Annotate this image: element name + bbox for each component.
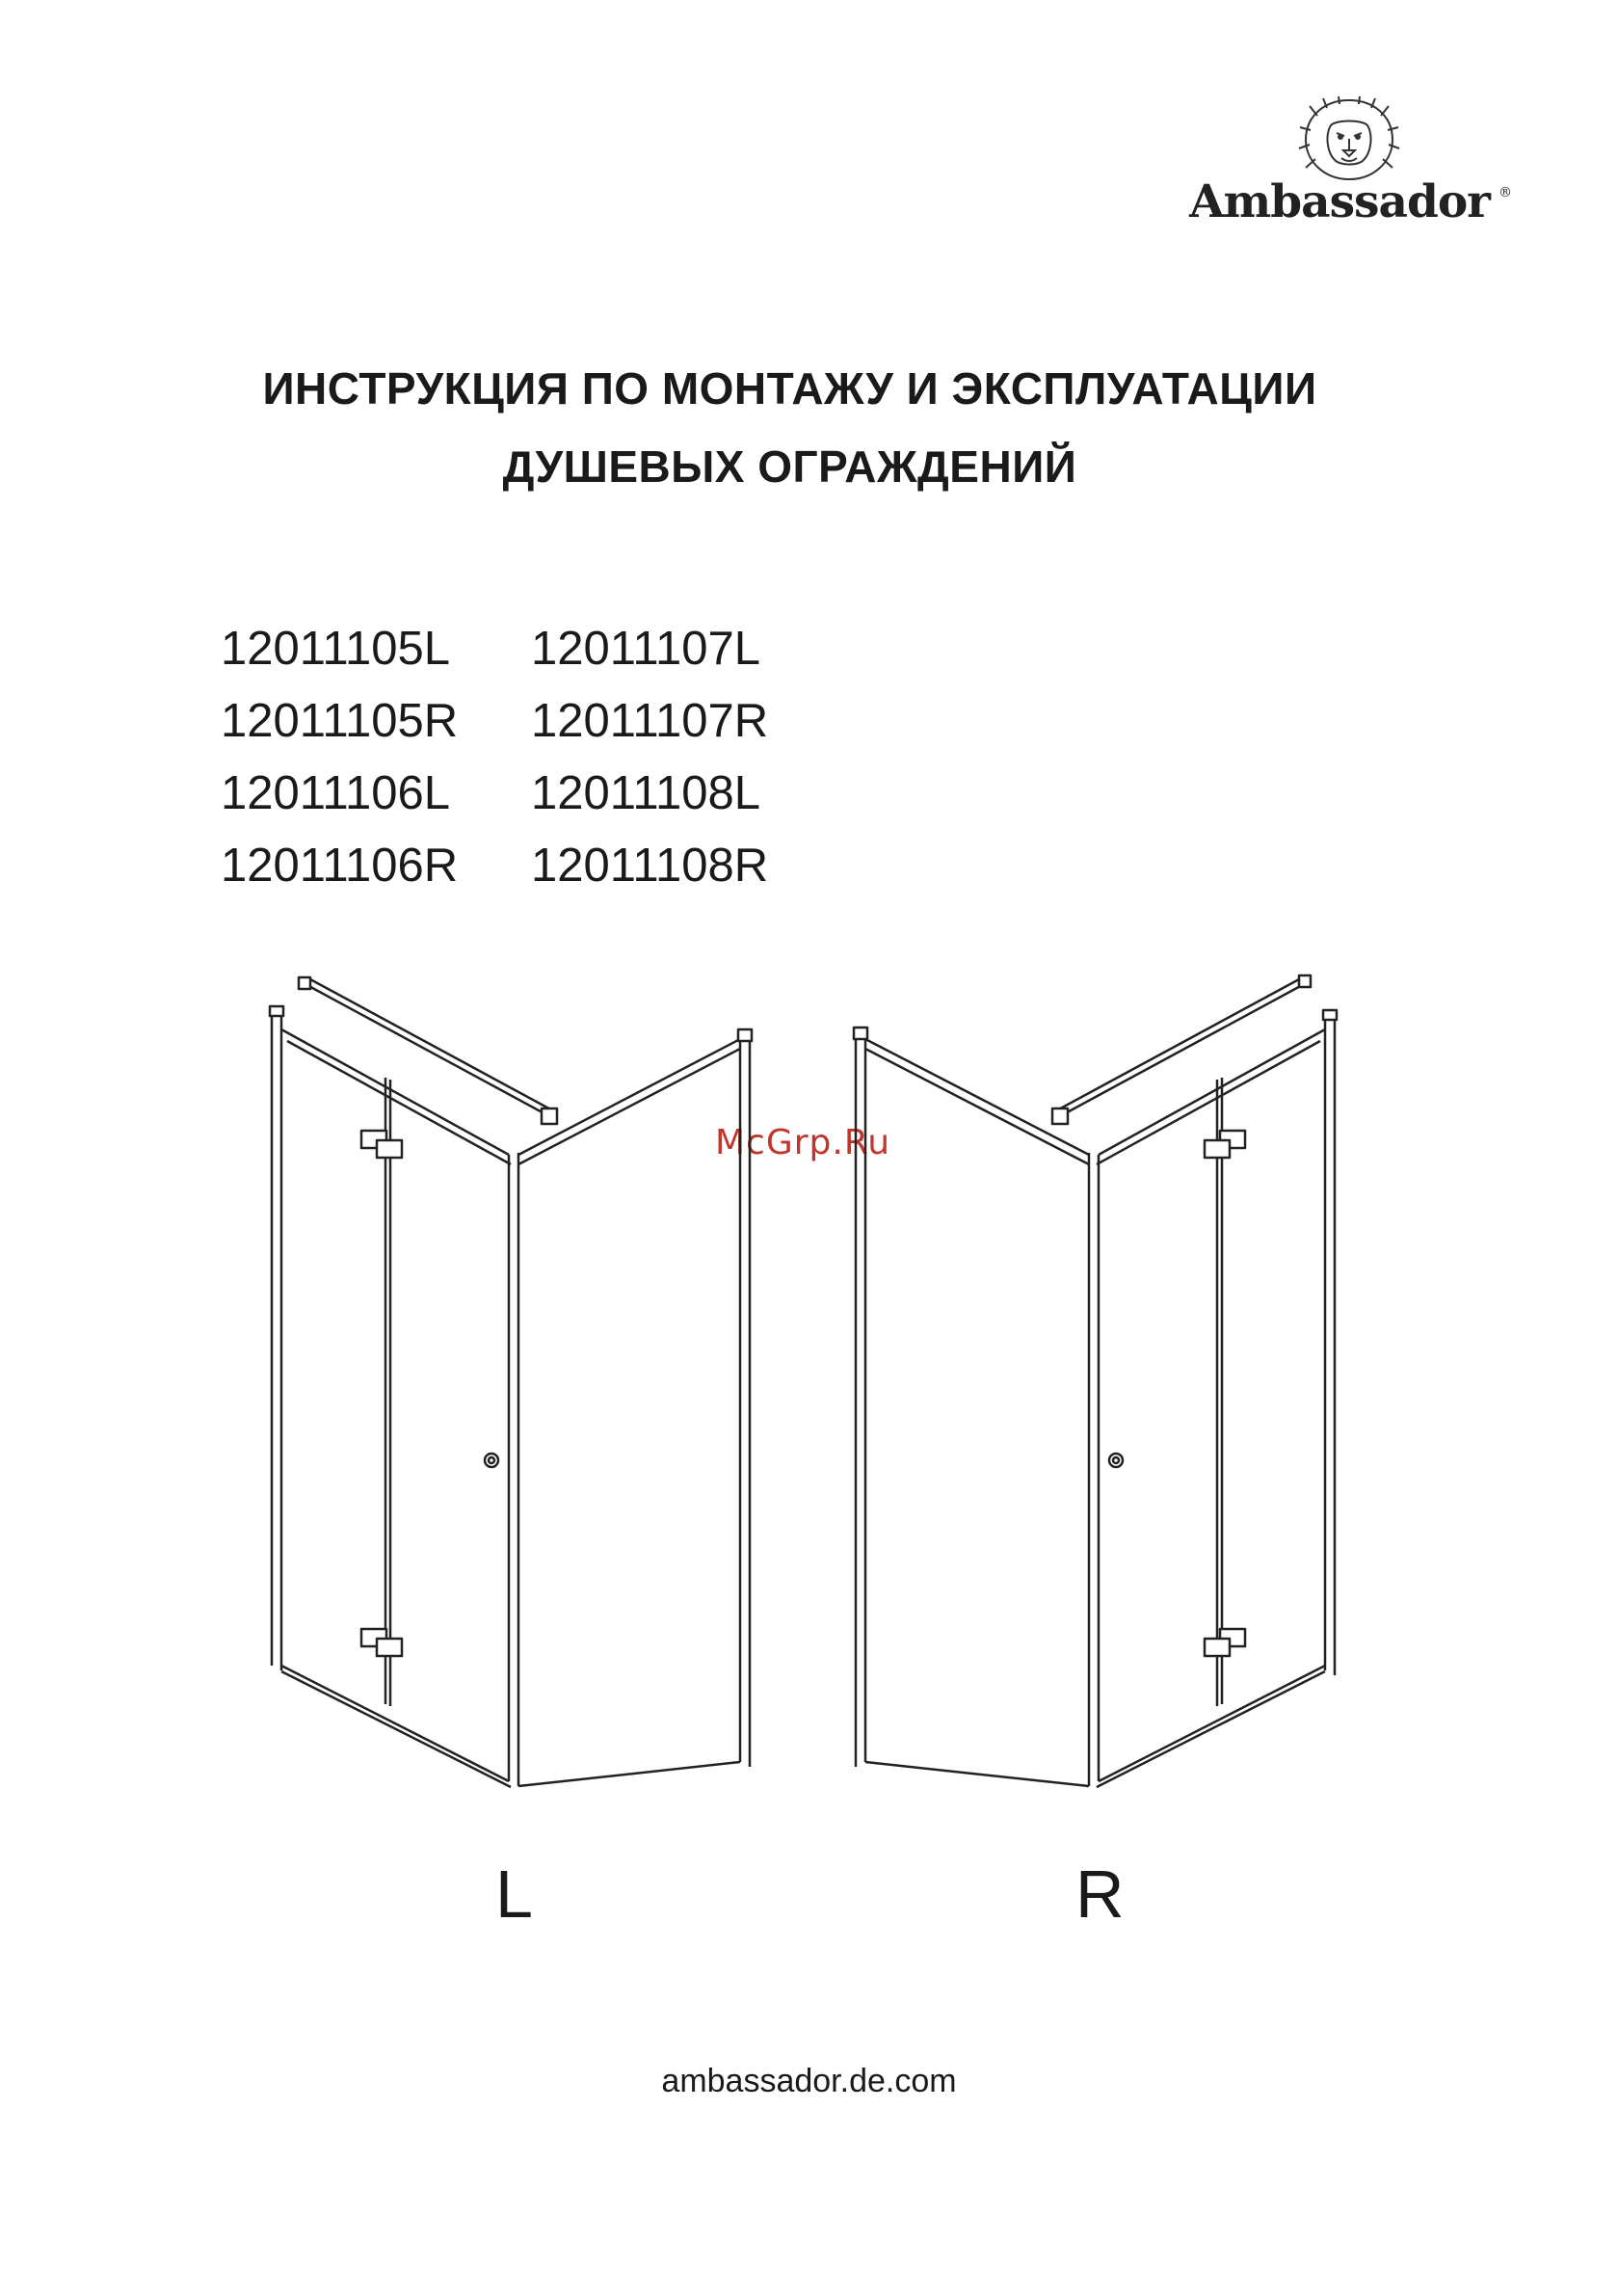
model-number: 12011108L bbox=[531, 767, 760, 819]
variant-label-right: R bbox=[1075, 1856, 1125, 1932]
enclosure-right-drawing bbox=[854, 975, 1337, 1787]
model-row bbox=[221, 766, 895, 839]
model-number: 12011106R bbox=[221, 840, 459, 892]
model-number: 12011105L bbox=[221, 623, 450, 675]
model-number: 12011107R bbox=[531, 695, 769, 747]
registered-mark: ® bbox=[1499, 185, 1512, 200]
brand-logo bbox=[1180, 96, 1518, 236]
model-number: 12011106L bbox=[221, 767, 450, 819]
shower-enclosure-illustrations bbox=[260, 972, 1359, 1820]
model-row bbox=[221, 839, 895, 911]
watermark: McGrp.Ru bbox=[715, 1123, 891, 1162]
model-number: 12011108R bbox=[531, 840, 769, 892]
website-url[interactable]: ambassador.de.com bbox=[661, 2063, 957, 2099]
enclosure-left-drawing bbox=[270, 977, 752, 1787]
model-number-list bbox=[221, 622, 895, 911]
brand-name: Ambassador bbox=[1189, 175, 1490, 228]
model-number: 12011107L bbox=[531, 623, 760, 675]
model-row bbox=[221, 622, 895, 694]
document-title-line-1: ИНСТРУКЦИЯ ПО МОНТАЖУ И ЭКСПЛУАТАЦИИ bbox=[262, 363, 1317, 414]
lion-head-icon bbox=[1296, 96, 1402, 183]
variant-label-left: L bbox=[495, 1856, 533, 1932]
model-number: 12011105R bbox=[221, 695, 459, 747]
model-row bbox=[221, 694, 895, 766]
document-title-line-2: ДУШЕВЫХ ОГРАЖДЕНИЙ bbox=[502, 441, 1077, 492]
